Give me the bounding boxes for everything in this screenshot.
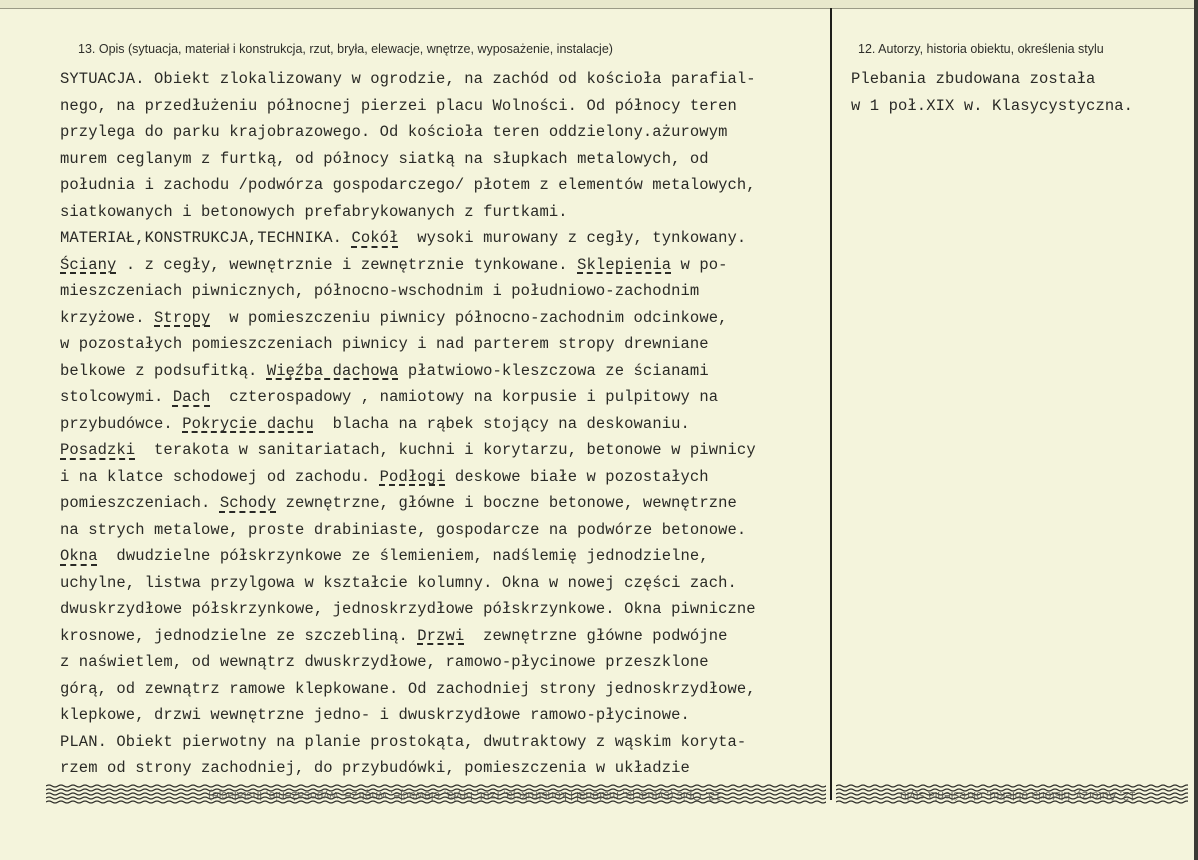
underlined-term: Cokół [351, 229, 399, 247]
text-line [851, 93, 1133, 120]
text-line [60, 305, 756, 332]
text-segment: krosnowe, jednodzielne ze szczebliną. [60, 626, 418, 645]
text-segment: Plebania zbudowana została [851, 70, 1096, 88]
wave-line [46, 785, 826, 787]
underlined-term: Sklepienia [577, 255, 672, 274]
text-segment: siatkowanych i betonowych prefabrykowanych z furtkami. [60, 202, 568, 221]
underlined-term: Pokrycie dachu [182, 414, 314, 433]
text-segment: nego, na przedłużeniu północnej pierzei placu Wolności. Od północy teren [60, 96, 737, 115]
underlined-term: Okna [60, 547, 98, 565]
text-line [60, 437, 756, 464]
text-line [60, 543, 756, 570]
text-line [60, 119, 756, 146]
text-line [60, 623, 756, 650]
text-segment: zewnętrzne, główne i boczne betonowe, wewnętrzne [276, 494, 737, 512]
text-line [60, 225, 756, 252]
text-segment: MATERIAŁ,KONSTRUKCJA,TECHNIKA. [60, 229, 352, 247]
text-line [851, 66, 1133, 93]
text-line [60, 358, 756, 385]
text-segment: pomieszczeniach. [60, 494, 220, 512]
text-line [60, 93, 756, 120]
text-segment: . z cegły, wewnętrznie i zewnętrznie tynkowane. [116, 255, 578, 274]
underlined-term: Więźba dachowa [266, 361, 399, 380]
text-segment: z naświetlem, od wewnątrz dwuskrzydłowe, ramowo-płycinowe przeszklone [60, 653, 709, 671]
text-line [60, 517, 756, 544]
text-segment: mieszczeniach piwnicznych, północno-wschodnim i południowo-zachodnim [60, 282, 700, 300]
text-segment: PLAN. Obiekt pierwotny na planie prostokąta, dwutraktowy z wąskim koryta- [60, 732, 747, 751]
text-line [60, 649, 756, 676]
text-line [60, 146, 756, 173]
text-line [60, 278, 756, 305]
underlined-term: Stropy [154, 308, 211, 327]
text-segment: dwudzielne półskrzynkowe ze ślemieniem, nadślemię jednodzielne, [97, 547, 709, 565]
text-segment: południa i zachodu /podwórza gospodarczego/ płotem z elementów metalowych, [60, 176, 756, 194]
text-segment: górą, od zewnątrz ramowe klepkowane. Od zachodniej strony jednoskrzydłowe, [60, 679, 756, 698]
text-segment: wysoki murowany z cegły, tynkowany. [398, 229, 747, 247]
text-line [60, 464, 756, 491]
text-segment: uchylne, listwa przylgowa w kształcie kolumny. Okna w nowej części zach. [60, 573, 737, 592]
text-segment: deskowe białe w pozostałych [445, 467, 709, 486]
text-segment: rzem od strony zachodniej, do przybudówki, pomieszczenia w układzie [60, 759, 690, 777]
text-segment: i na klatce schodowej od zachodu. [60, 467, 380, 486]
text-line [60, 252, 756, 279]
text-line [60, 199, 756, 226]
text-segment: przybudówce. [60, 414, 183, 433]
text-line [60, 331, 756, 358]
text-line [60, 570, 756, 597]
text-segment: w pozostałych pomieszczeniach piwnicy i nad parterem stropy drewniane [60, 335, 709, 353]
text-line [60, 596, 756, 623]
authors-history-text [851, 66, 1133, 119]
text-line [60, 702, 756, 729]
underlined-term: Posadzki [60, 441, 136, 459]
text-segment: klepkowe, drzwi wewnętrzne jedno- i dwuskrzydłowe ramowo-płycinowe. [60, 706, 690, 724]
authors-section-header: 12. Autorzy, historia obiektu, określenia stylu [858, 42, 1104, 56]
scan-top-edge [0, 0, 1198, 9]
text-line [60, 172, 756, 199]
text-line [60, 729, 756, 756]
text-line [60, 755, 756, 782]
text-segment: zewnętrzne główne podwójne [464, 626, 728, 645]
text-segment: w po- [671, 255, 728, 274]
text-segment: płatwiowo-kleszczowa ze ścianami [398, 361, 709, 380]
underlined-term: Podłogi [379, 467, 446, 486]
text-segment: na strych metalowe, proste drabiniaste, gospodarcze na podwórze betonowe. [60, 520, 747, 539]
underlined-term: Schody [219, 494, 277, 512]
text-segment: krzyżowe. [60, 308, 155, 327]
text-line [60, 66, 756, 93]
text-segment: murem ceglanym z furtką, od północy siatką na słupkach metalowych, od [60, 149, 709, 168]
text-segment: czterospadowy , namiotowy na korpusie i pulpitowy na [210, 388, 719, 406]
scan-right-edge [1194, 0, 1198, 860]
description-text [60, 66, 756, 782]
text-segment: belkowe z podsufitką. [60, 361, 267, 380]
text-segment: przylega do parku krajobrazowego. Od kościoła teren oddzielony.ażurowym [60, 123, 728, 141]
text-line [60, 490, 756, 517]
text-segment: blacha na rąbek stojący na deskowaniu. [313, 414, 690, 433]
show-through-text-left: 13. Opis (sytuacja, materiał i konstrukcja, rzut, bryła, elewacje, wnętrze, wyposażenie, instalacje) [208, 789, 722, 803]
text-segment: terakota w sanitariatach, kuchni i korytarzu, betonowe w piwnicy [135, 441, 756, 459]
description-section-header: 13. Opis (sytuacja, materiał i konstrukcja, rzut, bryła, elewacje, wnętrze, wyposażenie, instalacje) [78, 42, 613, 56]
underlined-term: Dach [172, 388, 211, 406]
text-segment: w 1 poł.XIX w. Klasycystyczna. [851, 96, 1134, 115]
text-segment: stolcowymi. [60, 388, 173, 406]
underlined-term: Ściany [60, 255, 117, 274]
text-segment: dwuskrzydłowe półskrzynkowe, jednoskrzydłowe półskrzynkowe. Okna piwniczne [60, 600, 756, 618]
text-line [60, 384, 756, 411]
text-segment: w pomieszczeniu piwnicy północno-zachodnim odcinkowe, [210, 308, 728, 327]
show-through-text-right: 12. Autorzy, historia obiektu, określenia stylu [900, 789, 1136, 803]
text-segment: SYTUACJA. Obiekt zlokalizowany w ogrodzie, na zachód od kościoła parafial- [60, 70, 756, 88]
wave-line [836, 785, 1188, 787]
underlined-term: Drzwi [417, 626, 465, 645]
text-line [60, 411, 756, 438]
text-line [60, 676, 756, 703]
column-divider [830, 8, 832, 800]
